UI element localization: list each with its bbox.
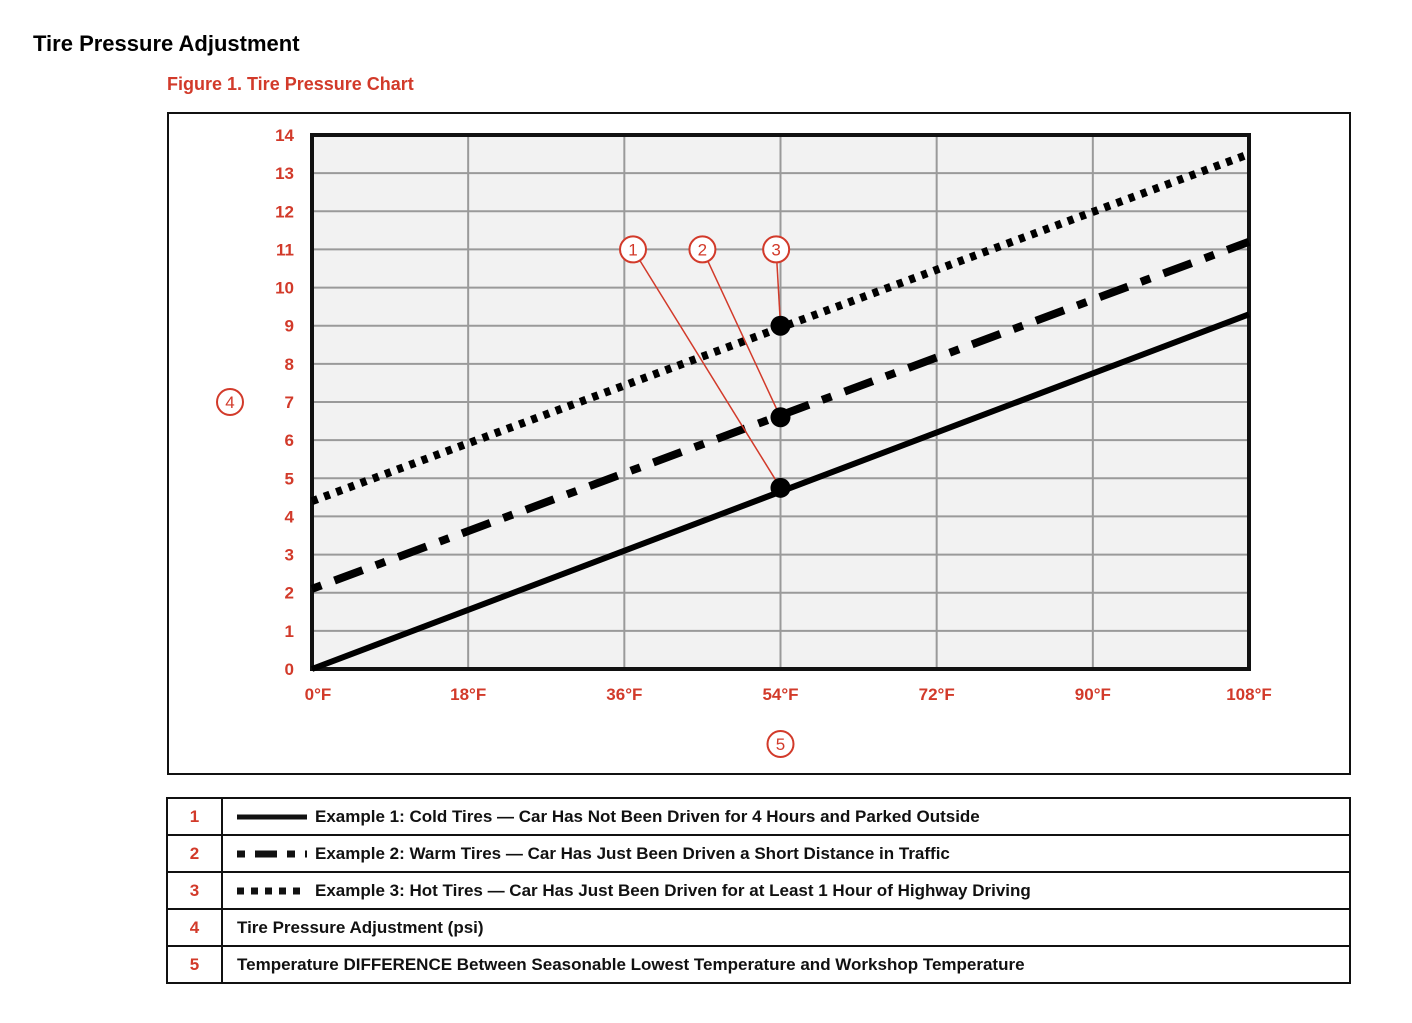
y-tick-label: 13: [275, 164, 294, 184]
x-tick-label: 108°F: [1226, 685, 1272, 704]
x-tick-label: 54°F: [762, 685, 799, 704]
legend-label: Temperature DIFFERENCE Between Seasonable Lowest Temperature and Workshop Temperature: [222, 946, 1350, 983]
data-point-marker: [771, 478, 791, 498]
x-tick-label: 72°F: [918, 685, 955, 704]
legend-row: [167, 946, 1350, 983]
legend-text: Example 3: Hot Tires — Car Has Just Been Driven for at Least 1 Hour of Highway Driving: [315, 880, 1031, 900]
dash-dot-line-swatch-icon: [237, 848, 307, 860]
x-tick-label: 90°F: [1074, 685, 1111, 704]
y-tick-label: 5: [284, 469, 294, 489]
dotted-line-swatch-icon: [237, 885, 307, 897]
x-tick-label: 36°F: [606, 685, 643, 704]
y-tick-label: 6: [284, 431, 294, 451]
y-tick-label: 4: [284, 507, 294, 527]
x-tick-label: 18°F: [450, 685, 487, 704]
y-tick-label: 3: [284, 545, 294, 565]
legend-number: 5: [167, 946, 222, 983]
legend-number: 3: [167, 872, 222, 909]
legend-number: 4: [167, 909, 222, 946]
legend-row: [167, 909, 1350, 946]
x-axis-callout-label: 5: [775, 735, 786, 754]
legend-number: 2: [167, 835, 222, 872]
callout-2-label: 2: [697, 240, 708, 260]
legend-table: [166, 797, 1351, 984]
y-axis-callout-label: 4: [225, 393, 235, 412]
legend-text: Example 2: Warm Tires — Car Has Just Been Driven a Short Distance in Traffic: [315, 843, 950, 863]
y-tick-label: 0: [284, 660, 294, 679]
legend-number: 1: [167, 798, 222, 835]
legend-label: [222, 835, 1350, 872]
legend-text: Example 1: Cold Tires — Car Has Not Been Driven for 4 Hours and Parked Outside: [315, 806, 980, 826]
data-point-marker: [771, 316, 791, 336]
page-title: Tire Pressure Adjustment: [33, 31, 300, 56]
figure-title: Figure 1. Tire Pressure Chart: [167, 74, 414, 94]
data-point-marker: [771, 407, 791, 427]
tire-pressure-chart: [169, 114, 1349, 773]
y-tick-label: 7: [284, 393, 294, 412]
chart-frame: [167, 112, 1351, 775]
legend-row: [167, 798, 1350, 835]
callout-1-label: 1: [628, 240, 638, 260]
callout-3-label: 3: [771, 240, 781, 260]
y-tick-label: 10: [275, 278, 294, 298]
y-tick-label: 12: [275, 202, 294, 222]
legend-label: [222, 872, 1350, 909]
y-tick-label: 8: [284, 354, 294, 374]
legend-label: [222, 798, 1350, 835]
y-tick-label: 1: [284, 621, 294, 641]
y-tick-label: 14: [275, 126, 294, 145]
x-tick-label: 0°F: [304, 685, 332, 704]
solid-line-swatch-icon: [237, 811, 307, 823]
y-tick-label: 11: [276, 240, 294, 260]
y-tick-label: 9: [284, 316, 294, 336]
y-tick-label: 2: [284, 583, 294, 603]
legend-row: [167, 835, 1350, 872]
legend-row: [167, 872, 1350, 909]
legend-label: Tire Pressure Adjustment (psi): [222, 909, 1350, 946]
